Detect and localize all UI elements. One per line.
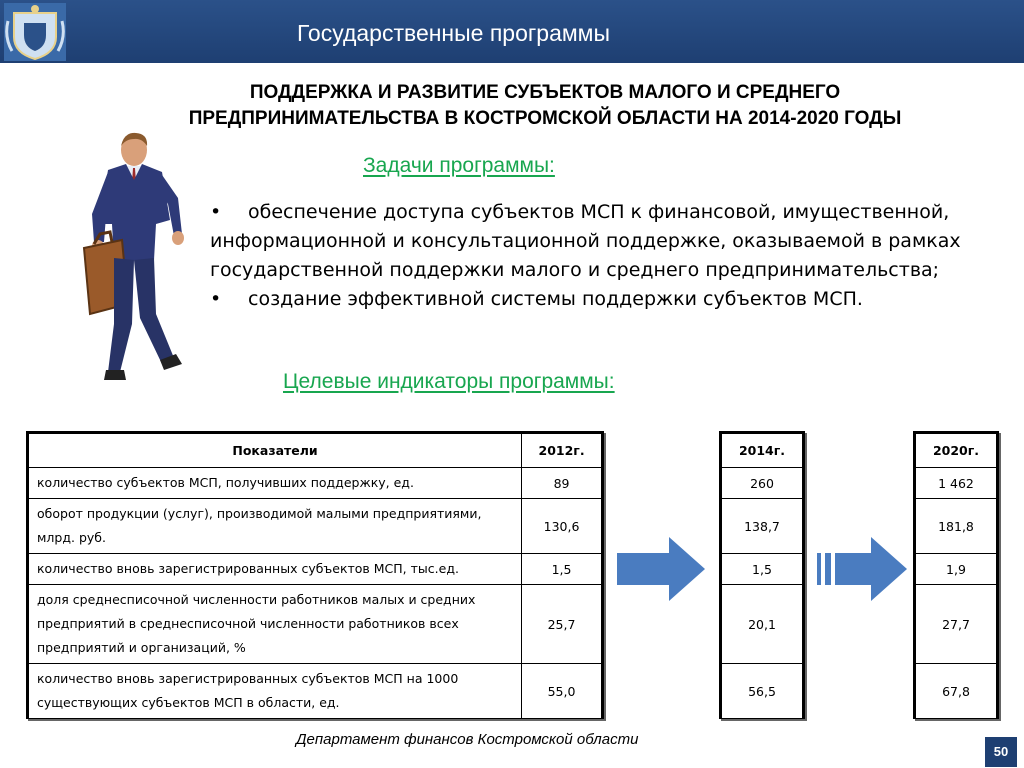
indicators-table-2012: [26, 431, 604, 719]
indicators-table-2014: [719, 431, 805, 719]
header-title: Государственные программы: [297, 20, 611, 46]
value-2020: 27,7: [916, 585, 997, 664]
table-row: [29, 585, 602, 664]
table-row: [916, 499, 997, 554]
value-2014: 138,7: [722, 499, 803, 554]
value-2012: 130,6: [522, 499, 602, 554]
table-row: [916, 468, 997, 499]
bullet-icon: •: [210, 201, 222, 223]
table-row: [722, 468, 803, 499]
table-row: [722, 499, 803, 554]
bullet-icon: •: [210, 288, 222, 310]
main-title-line-2: ПРЕДПРИНИМАТЕЛЬСТВА В КОСТРОМСКОЙ ОБЛАСТИ НА 2014-2020 ГОДЫ: [188, 108, 902, 129]
arrow-right-icon: [617, 537, 707, 601]
table-row: [916, 664, 997, 719]
task-text: обеспечение доступа субъектов МСП к финансовой, имущественной, информационной и консультационной поддержке, оказываемой в рамках государственной поддержки малого и среднего предпринимательства;: [210, 201, 961, 281]
table-row: [722, 585, 803, 664]
footer-department: Департамент финансов Костромской области: [296, 731, 639, 748]
indicator-label: оборот продукции (услуг), производимой малыми предприятиями, млрд. руб.: [29, 499, 522, 554]
header-bar: [0, 0, 1024, 63]
table-row: [29, 664, 602, 719]
value-2012: 55,0: [522, 664, 602, 719]
indicators-heading: Целевые индикаторы программы:: [283, 370, 615, 393]
main-title-line-1: ПОДДЕРЖКА И РАЗВИТИЕ СУБЪЕКТОВ МАЛОГО И СРЕДНЕГО: [249, 82, 841, 103]
arrow-right-striped-icon: [817, 537, 909, 601]
businessman-illustration: [78, 128, 190, 382]
indicator-label: количество вновь зарегистрированных субъектов МСП, тыс.ед.: [29, 554, 522, 585]
table-header-row: [722, 434, 803, 468]
value-2012: 89: [522, 468, 602, 499]
value-2014: 20,1: [722, 585, 803, 664]
col-header-2014: 2014г.: [722, 434, 803, 468]
task-text: создание эффективной системы поддержки субъектов МСП.: [248, 288, 863, 310]
table-row: [29, 468, 602, 499]
value-2020: 1 462: [916, 468, 997, 499]
page-number: 50: [985, 737, 1017, 767]
table-header-row: [916, 434, 997, 468]
table-row: [29, 554, 602, 585]
table-row: [916, 554, 997, 585]
value-2012: 1,5: [522, 554, 602, 585]
table-row: [29, 499, 602, 554]
indicators-table-2020: [913, 431, 999, 719]
table-row: [722, 554, 803, 585]
tasks-heading: Задачи программы:: [363, 154, 555, 177]
value-2012: 25,7: [522, 585, 602, 664]
value-2014: 260: [722, 468, 803, 499]
indicator-label: количество субъектов МСП, получивших поддержку, ед.: [29, 468, 522, 499]
table-header-row: [29, 434, 602, 468]
col-header-2020: 2020г.: [916, 434, 997, 468]
indicator-label: количество вновь зарегистрированных субъектов МСП на 1000 существующих субъектов МСП в области, ед.: [29, 664, 522, 719]
indicator-label: доля среднесписочной численности работников малых и средних предприятий в среднесписочной численности работников всех предприятий и организаций, %: [29, 585, 522, 664]
col-header-2012: 2012г.: [522, 434, 602, 468]
tasks-list: [210, 198, 1010, 314]
value-2020: 67,8: [916, 664, 997, 719]
table-row: [916, 585, 997, 664]
value-2020: 181,8: [916, 499, 997, 554]
table-row: [722, 664, 803, 719]
value-2014: 56,5: [722, 664, 803, 719]
main-title: [90, 80, 1000, 132]
value-2014: 1,5: [722, 554, 803, 585]
task-item: [210, 198, 1010, 285]
coat-of-arms-icon: [4, 3, 66, 61]
task-item: [210, 285, 1010, 314]
value-2020: 1,9: [916, 554, 997, 585]
col-header-indicator: Показатели: [29, 434, 522, 468]
